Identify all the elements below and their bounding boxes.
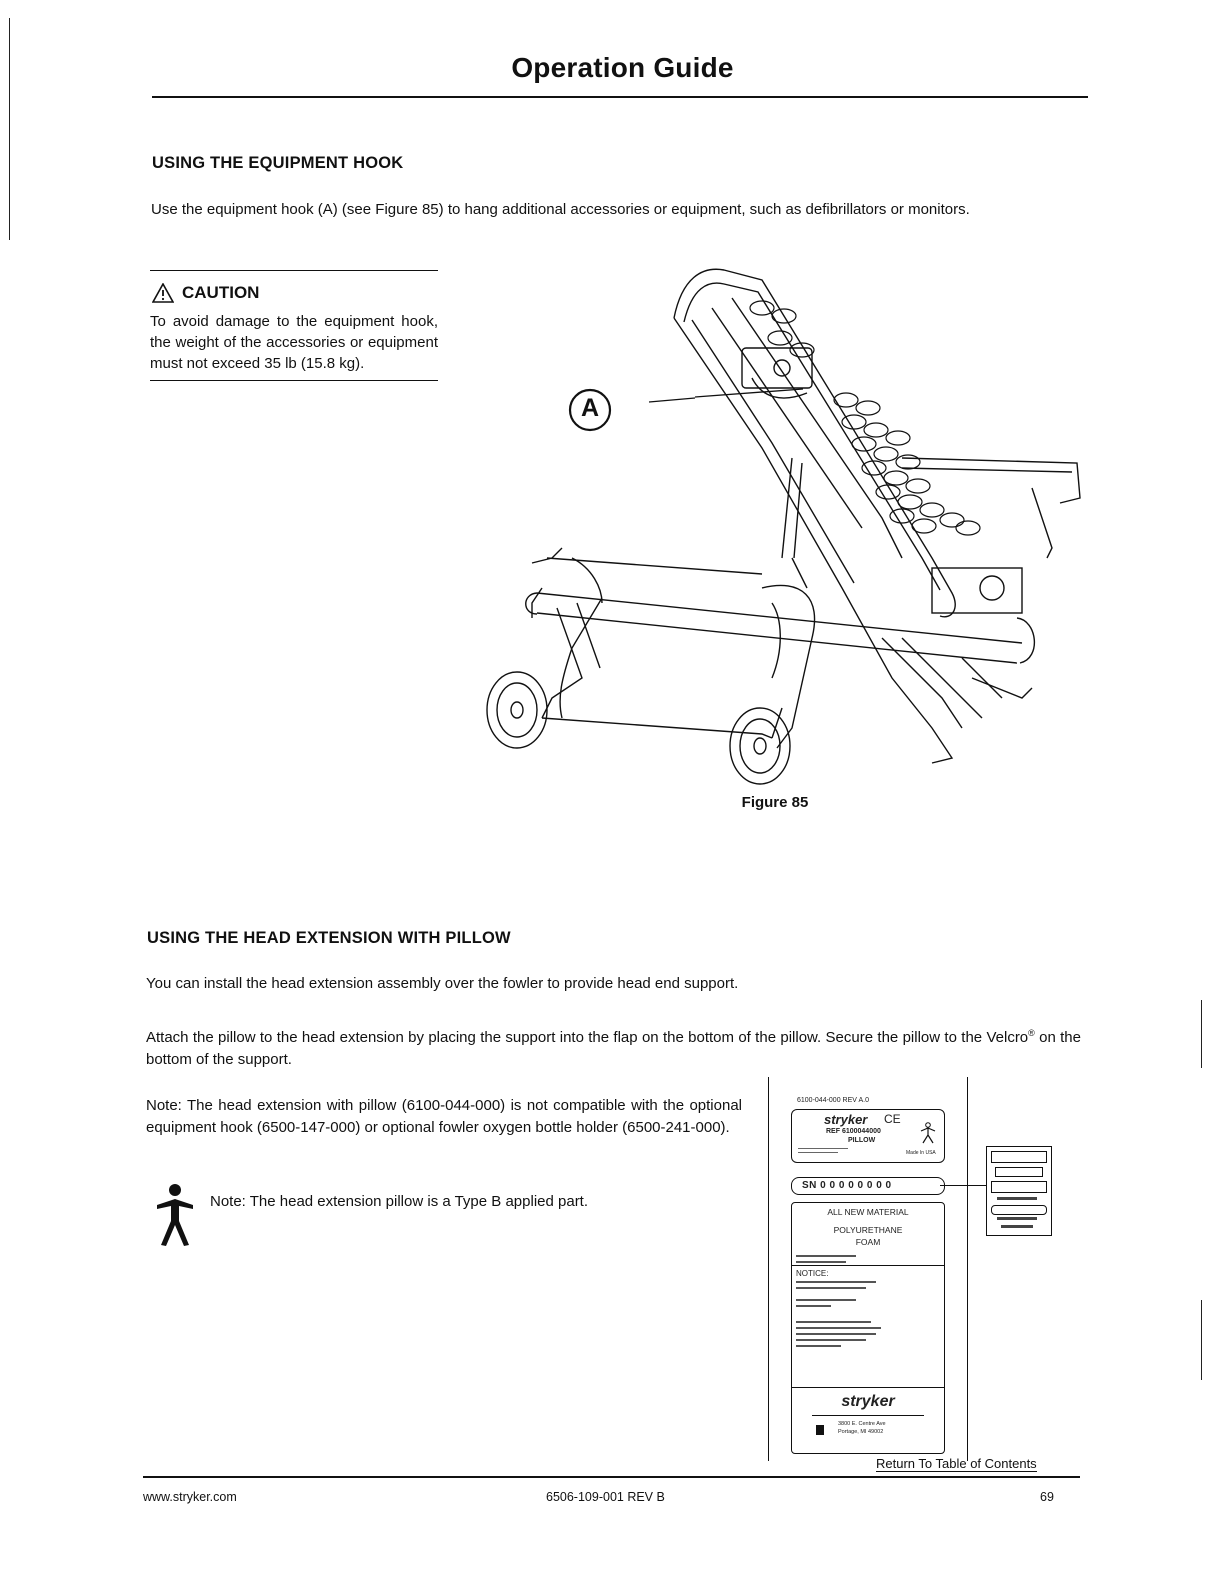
label-small-print <box>796 1299 856 1301</box>
callout-a-leader-line <box>695 367 805 407</box>
label-small-print <box>997 1197 1037 1200</box>
caution-text: To avoid damage to the equipment hook, the weight of the accessories or equipment must not exceed 35 lb (15.8 kg). <box>150 313 438 372</box>
header-rule <box>152 96 1088 98</box>
label-small-print <box>1001 1225 1033 1228</box>
warning-triangle-icon <box>152 283 174 303</box>
section-para-attach <box>146 1022 1081 1071</box>
label-divider <box>792 1265 944 1266</box>
note-type-b: Note: The head extension pillow is a Type B applied part. <box>210 1193 589 1210</box>
label-ref: REF 6100044000 <box>826 1128 881 1135</box>
label-address-line2: Portage, MI 49002 <box>838 1429 884 1435</box>
caution-bottom-rule <box>150 380 438 381</box>
label-serial: SN 0 0 0 0 0 0 0 0 <box>802 1180 892 1191</box>
label-small-print <box>796 1287 866 1289</box>
label-brand-bottom: stryker <box>841 1393 895 1410</box>
label-material-line1: ALL NEW MATERIAL <box>827 1207 909 1217</box>
caution-top-rule <box>150 270 438 271</box>
caution-heading <box>152 283 438 303</box>
label-small-print <box>796 1281 876 1283</box>
label-small-print <box>796 1339 866 1341</box>
footer-website: www.stryker.com <box>143 1490 237 1504</box>
label-small-print <box>991 1151 1047 1163</box>
label-small-print <box>995 1167 1043 1177</box>
label-small-print <box>991 1205 1047 1215</box>
label-brand-box <box>791 1109 945 1163</box>
attach-text-b: on the bottom of the support. <box>146 1029 1081 1068</box>
label-small-print <box>796 1261 846 1263</box>
label-material-line2: POLYURETHANE <box>833 1225 903 1235</box>
label-address-line1: 3800 E. Centre Ave <box>838 1421 886 1427</box>
label-serial-box <box>791 1177 945 1195</box>
label-leader-line <box>940 1185 986 1186</box>
label-manufacturer-icon <box>816 1425 824 1435</box>
caution-title: CAUTION <box>182 283 260 302</box>
label-top-code: 6100-044-000 REV A.0 <box>797 1097 869 1104</box>
label-product: PILLOW <box>848 1137 876 1144</box>
label-small-print <box>796 1327 881 1329</box>
caution-box <box>150 270 438 381</box>
stretcher-illustration <box>462 258 1092 788</box>
label-small-print <box>798 1148 848 1149</box>
label-material-box <box>791 1202 945 1454</box>
footer-page-number: 69 <box>1040 1490 1054 1504</box>
label-divider <box>812 1415 924 1416</box>
label-material-line3: FOAM <box>855 1237 881 1247</box>
label-small-print <box>796 1321 871 1323</box>
label-small-print <box>991 1181 1047 1193</box>
scan-margin-line <box>1201 1000 1202 1068</box>
label-divider <box>792 1387 944 1388</box>
label-origin: Made In USA <box>906 1150 936 1156</box>
footer-doc-number: 6506-109-001 REV B <box>546 1490 665 1504</box>
type-b-applied-part-icon <box>153 1183 197 1247</box>
registered-mark: ® <box>1028 1028 1035 1038</box>
label-small-print <box>796 1345 841 1347</box>
callout-a-label: A <box>580 394 600 422</box>
label-small-print <box>796 1255 856 1257</box>
attach-text-a: Attach the pillow to the head extension by placing the support into the flap on the bottom of the pillow. Secure the pillow to the Velcro <box>146 1029 1029 1046</box>
pillow-label-panel <box>768 1077 968 1461</box>
scan-margin-line <box>1201 1300 1202 1380</box>
section-para-install: You can install the head extension assembly over the fowler to provide head end support. <box>146 975 739 992</box>
label-notice: NOTICE: <box>796 1269 829 1278</box>
label-person-icon <box>920 1122 936 1144</box>
label-brand: stryker <box>824 1112 868 1127</box>
footer-rule <box>143 1476 1080 1478</box>
return-to-toc-link[interactable]: Return To Table of Contents <box>876 1456 1037 1471</box>
label-small-print <box>796 1333 876 1335</box>
label-ce-mark: CE <box>884 1112 901 1126</box>
label-small-print <box>798 1152 838 1153</box>
page-title: Operation Guide <box>511 52 734 83</box>
figure-caption: Figure 85 <box>741 794 809 811</box>
side-label-detail <box>986 1146 1052 1236</box>
note-compatibility: Note: The head extension with pillow (6100-044-000) is not compatible with the optional equipment hook (6500-147-000) or optional fowler oxygen bottle holder (6500-241-000). <box>146 1097 742 1136</box>
section-body-equipment-hook: Use the equipment hook (A) (see Figure 85) to hang additional accessories or equipment, such as defibrillators or monitors. <box>151 201 970 218</box>
section-heading-equipment-hook: USING THE EQUIPMENT HOOK <box>152 154 404 172</box>
section-heading-head-extension: USING THE HEAD EXTENSION WITH PILLOW <box>147 929 511 947</box>
label-small-print <box>796 1305 831 1307</box>
label-small-print <box>997 1217 1037 1220</box>
